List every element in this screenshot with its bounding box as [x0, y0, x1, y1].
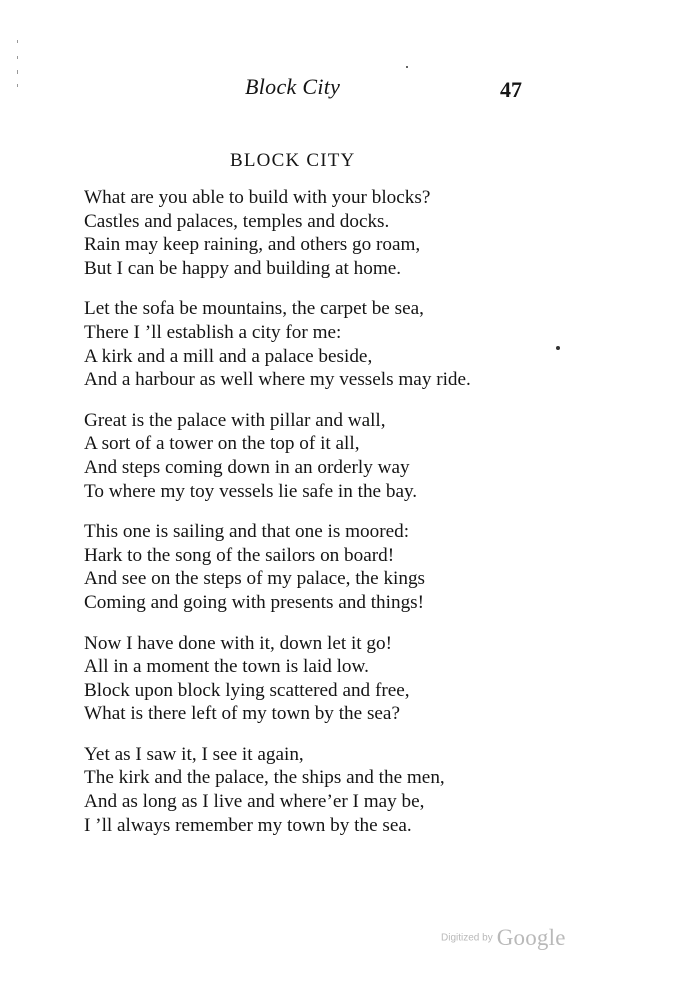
poem-line: All in a moment the town is laid low. — [84, 656, 369, 678]
poem-line: Hark to the song of the sailors on board! — [84, 544, 395, 566]
poem-line: What are you able to build with your blocks? — [84, 187, 431, 208]
digitized-watermark — [441, 925, 566, 951]
poem-line: Block upon block lying scattered and free, — [84, 679, 410, 701]
watermark-prefix: Digitized by — [441, 932, 493, 944]
margin-mark — [17, 56, 18, 59]
poem-line: What is there left of my town by the sea? — [84, 703, 400, 725]
margin-mark — [17, 70, 18, 74]
stanza — [84, 632, 524, 726]
ink-speck — [556, 346, 560, 350]
running-title: Block City — [245, 74, 341, 99]
poem-line: And see on the steps of my palace, the kings — [84, 568, 426, 590]
stanza — [84, 743, 524, 837]
poem-line: There I ’ll establish a city for me: — [84, 321, 342, 343]
margin-mark — [17, 40, 18, 43]
poem-line: Castles and palaces, temples and docks. — [84, 210, 390, 232]
poem-line: The kirk and the palace, the ships and the men, — [84, 767, 445, 789]
margin-mark — [17, 84, 18, 87]
poem-line: And a harbour as well where my vessels may ride. — [84, 369, 471, 391]
poem-line: This one is sailing and that one is moored: — [84, 521, 410, 543]
poem-line: Great is the palace with pillar and wall, — [84, 409, 386, 431]
stanza — [84, 409, 524, 503]
poem-line: I ’ll always remember my town by the sea. — [84, 814, 412, 836]
poem-line: Yet as I saw it, I see it again, — [84, 743, 304, 765]
poem-line: Rain may keep raining, and others go roam, — [84, 234, 421, 256]
poem-line: A sort of a tower on the top of it all, — [84, 433, 360, 455]
stanza — [84, 297, 524, 391]
poem-line: To where my toy vessels lie safe in the bay. — [84, 480, 418, 502]
poem-line: Now I have done with it, down let it go! — [84, 632, 393, 654]
poem-line: Coming and going with presents and things! — [84, 591, 425, 613]
poem-line: And steps coming down in an orderly way — [84, 456, 410, 478]
google-logo: Google — [496, 925, 566, 950]
page-number: 47 — [500, 77, 522, 102]
poem-line: A kirk and a mill and a palace beside, — [84, 345, 373, 367]
poem-body — [84, 186, 524, 854]
stanza — [84, 186, 524, 280]
stanza — [84, 520, 524, 614]
poem-line: Let the sofa be mountains, the carpet be sea, — [84, 298, 424, 320]
ink-speck — [406, 66, 408, 68]
poem-line: And as long as I live and where’er I may be, — [84, 791, 425, 813]
poem-title: BLOCK CITY — [230, 150, 356, 171]
poem-line: But I can be happy and building at home. — [84, 257, 402, 279]
